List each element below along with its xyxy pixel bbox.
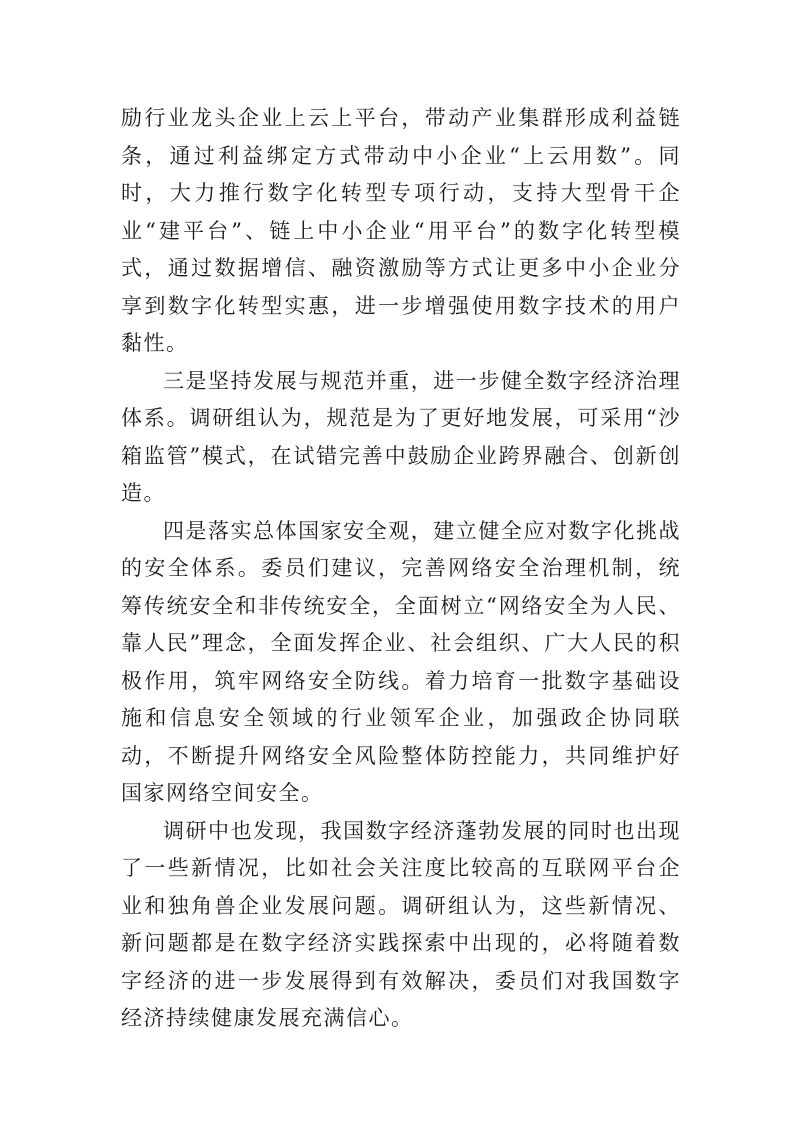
paragraph-point-three: 三是坚持发展与规范并重，进一步健全数字经济治理体系。调研组认为，规范是为了更好地发展，可采用“沙箱监管”模式，在试错完善中鼓励企业跨界融合、创新创造。 [121,368,681,505]
document-page [121,100,681,1038]
paragraph-point-four: 四是落实总体国家安全观，建立健全应对数字化挑战的安全体系。委员们建议，完善网络安全治理机制，统筹传统安全和非传统安全，全面树立“网络安全为人民、靠人民”理念，全面发挥企业、社会组织、广大人民的积极作用，筑牢网络安全防线。着力培育一批数字基础设施和信息安全领域的行业领军企业，加强政企协同联动，不断提升网络安全风险整体防控能力，共同维护好国家网络空间安全。 [121,518,681,805]
paragraph-continuation: 励行业龙头企业上云上平台，带动产业集群形成利益链条，通过利益绑定方式带动中小企业“上云用数”。同时，大力推行数字化转型专项行动，支持大型骨干企业“建平台”、链上中小企业“用平台”的数字化转型模式，通过数据增信、融资激励等方式让更多中小企业分享到数字化转型实惠，进一步增强使用数字技术的用户黏性。 [121,106,681,355]
paragraph-conclusion: 调研中也发现，我国数字经济蓬勃发展的同时也出现了一些新情况，比如社会关注度比较高的互联网平台企业和独角兽企业发展问题。调研组认为，这些新情况、新问题都是在数字经济实践探索中出现的，必将随着数字经济的进一步发展得到有效解决，委员们对我国数字经济持续健康发展充满信心。 [121,818,681,1030]
